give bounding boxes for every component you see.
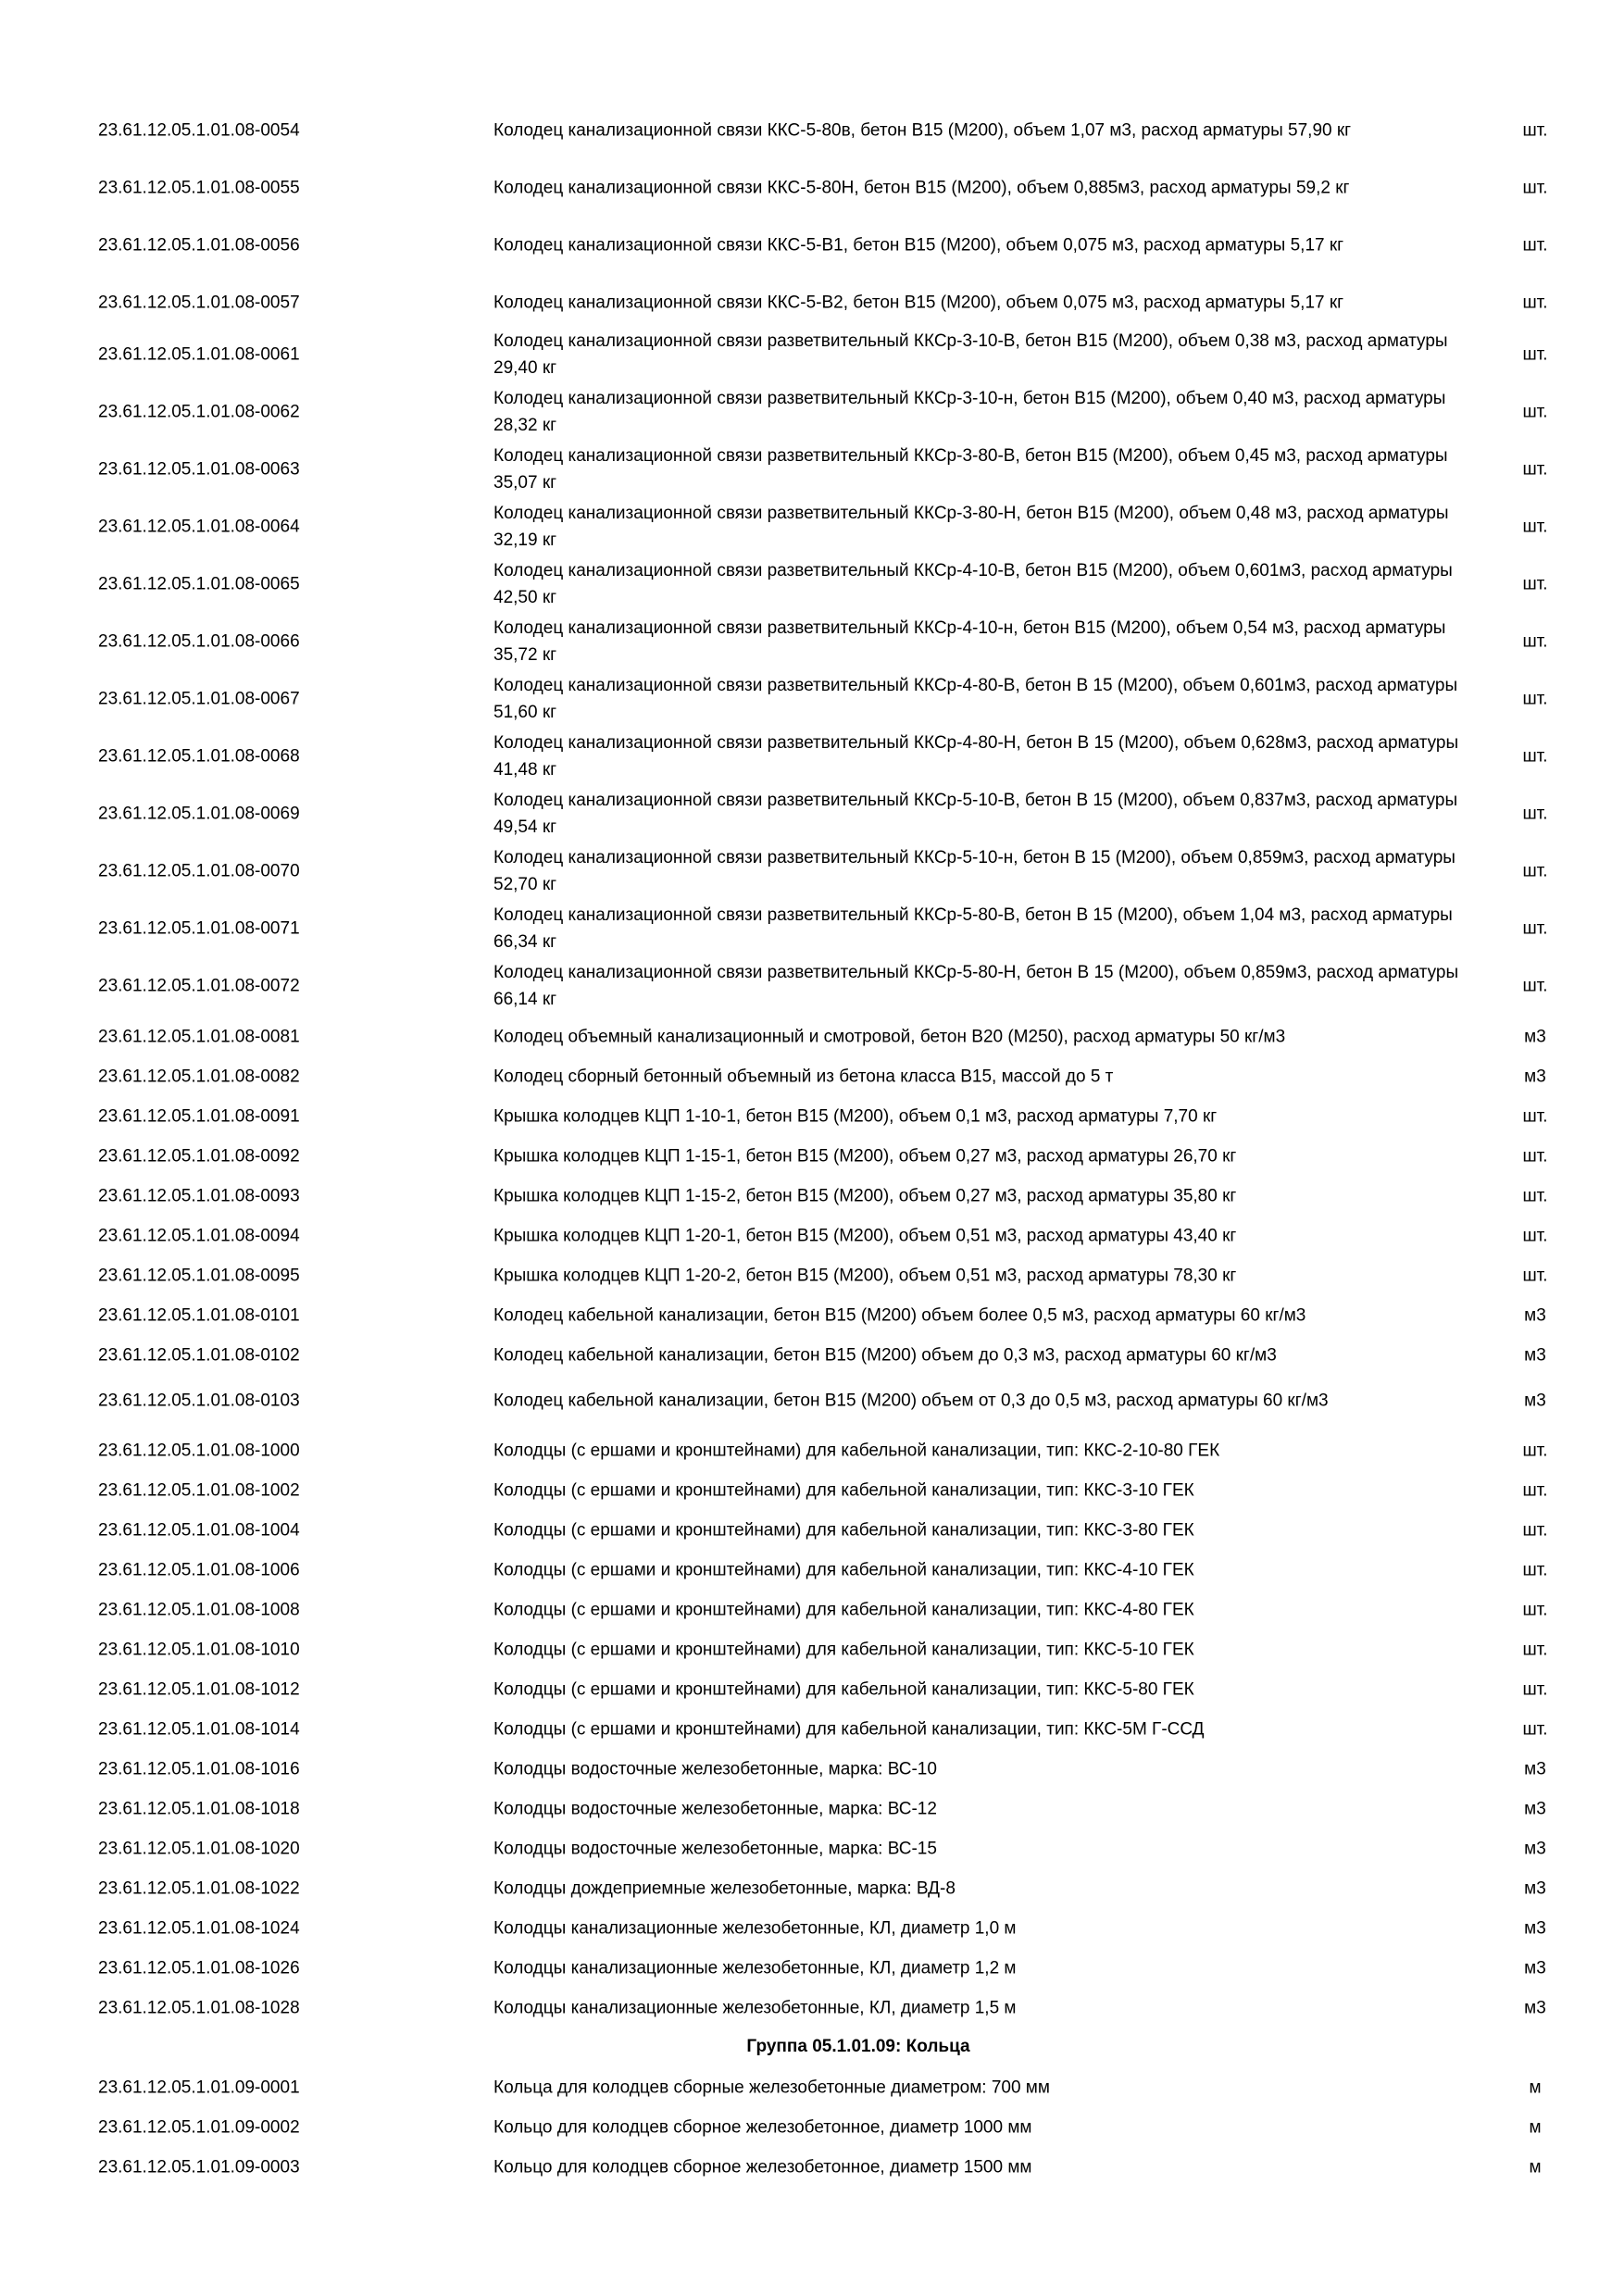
unit-of-measure: шт. [1522,976,1548,996]
table-row [0,1556,1624,1584]
unit-of-measure: шт. [1522,804,1548,824]
table-row [0,1954,1624,1982]
resource-name: Крышка колодцев КЦП 1-20-1, бетон В15 (М200), объем 0,51 м3, расход арматуры 43,40 кг [493,1226,1237,1246]
resource-code: 23.61.12.05.1.01.08-0071 [98,918,300,939]
unit-of-measure: шт. [1522,1106,1548,1127]
resource-code: 23.61.12.05.1.01.08-0065 [98,574,300,594]
unit-of-measure: м3 [1524,1878,1546,1899]
unit-of-measure: шт. [1522,1146,1548,1167]
resource-code: 23.61.12.05.1.01.08-0056 [98,235,300,256]
resource-name: Колодец кабельной канализации, бетон В15 (М200) объем более 0,5 м3, расход арматуры 60 кг/м3 [493,1305,1306,1326]
resource-code: 23.61.12.05.1.01.08-1024 [98,1918,300,1939]
resource-code: 23.61.12.05.1.01.08-0062 [98,402,300,422]
unit-of-measure: шт. [1522,293,1548,313]
resource-code: 23.61.12.05.1.01.08-0069 [98,804,300,824]
unit-of-measure: шт. [1522,1480,1548,1501]
resource-name: Колодец канализационной связи ККС-5-80Н, бетон В15 (М200), объем 0,885м3, расход арматуры 59,2 кг [493,178,1350,198]
table-row [0,1262,1624,1290]
resource-name: Колодцы (с ершами и кронштейнами) для кабельной канализации, тип: ККС-4-80 ГЕК [493,1600,1194,1620]
table-row [0,1755,1624,1783]
resource-name: Колодцы (с ершами и кронштейнами) для кабельной канализации, тип: ККС-2-10-80 ГЕК [493,1441,1220,1461]
table-row [0,1596,1624,1624]
unit-of-measure: м [1529,2117,1542,2138]
resource-name: Колодцы (с ершами и кронштейнами) для кабельной канализации, тип: ККС-5-80 ГЕК [493,1679,1194,1700]
unit-of-measure: шт. [1522,1679,1548,1700]
table-row [0,1835,1624,1863]
resource-name: Колодец канализационной связи ККС-5-В1, бетон В15 (М200), объем 0,075 м3, расход арматуры 5,17 кг [493,235,1344,256]
resource-name: Кольца для колодцев сборные железобетонные диаметром: 700 мм [493,2078,1050,2098]
resource-code: 23.61.12.05.1.01.09-0003 [98,2157,300,2177]
resource-name: Крышка колодцев КЦП 1-20-2, бетон В15 (М200), объем 0,51 м3, расход арматуры 78,30 кг [493,1266,1237,1286]
unit-of-measure: шт. [1522,120,1548,141]
table-row [0,224,1624,267]
table-row [0,1103,1624,1130]
resource-code: 23.61.12.05.1.01.08-0054 [98,120,300,141]
resource-code: 23.61.12.05.1.01.08-1006 [98,1560,300,1580]
resource-name: Колодец канализационной связи разветвительный ККСр-3-10-В, бетон В15 (М200), объем 0,38 м3, расход арматуры 29,40 кг [493,331,1448,378]
resource-name: Колодцы водосточные железобетонные, марка: ВС-12 [493,1799,937,1819]
unit-of-measure: м [1529,2157,1542,2177]
resource-name: Колодцы (с ершами и кронштейнами) для кабельной канализации, тип: ККС-3-10 ГЕК [493,1480,1194,1501]
resource-name: Колодец канализационной связи разветвительный ККСр-3-10-н, бетон В15 (М200), объем 0,40 м3, расход арматуры 28,32 кг [493,389,1446,435]
unit-of-measure: шт. [1522,235,1548,256]
table-row [0,1915,1624,1942]
resource-code: 23.61.12.05.1.01.08-1012 [98,1679,300,1700]
unit-of-measure: шт. [1522,402,1548,422]
unit-of-measure: шт. [1522,1560,1548,1580]
resource-name: Кольцо для колодцев сборное железобетонное, диаметр 1000 мм [493,2117,1032,2138]
resource-name: Крышка колодцев КЦП 1-15-2, бетон В15 (М200), объем 0,27 м3, расход арматуры 35,80 кг [493,1186,1237,1206]
resource-name: Колодец канализационной связи разветвительный ККСр-4-10-В, бетон В15 (М200), объем 0,601м3, расход арматуры 42,50 кг [493,561,1453,607]
resource-code: 23.61.12.05.1.01.08-0057 [98,293,300,313]
resource-name: Колодцы канализационные железобетонные, КЛ, диаметр 1,5 м [493,1998,1017,2018]
resource-code: 23.61.12.05.1.01.08-0094 [98,1226,300,1246]
unit-of-measure: шт. [1522,1226,1548,1246]
resource-name: Колодцы (с ершами и кронштейнами) для кабельной канализации, тип: ККС-3-80 ГЕК [493,1520,1194,1541]
unit-of-measure: шт. [1522,1266,1548,1286]
unit-of-measure: м3 [1524,1998,1546,2018]
resource-code: 23.61.12.05.1.01.08-0082 [98,1067,300,1087]
unit-of-measure: шт. [1522,1186,1548,1206]
table-row [0,1716,1624,1743]
resource-name: Колодец канализационной связи разветвительный ККСр-3-80-В, бетон В15 (М200), объем 0,45 м3, расход арматуры 35,07 кг [493,446,1448,493]
resource-name: Колодцы водосточные железобетонные, марка: ВС-10 [493,1759,937,1779]
unit-of-measure: шт. [1522,178,1548,198]
resource-code: 23.61.12.05.1.01.08-0095 [98,1266,300,1286]
resource-code: 23.61.12.05.1.01.08-1014 [98,1719,300,1740]
table-row [0,678,1624,720]
resource-code: 23.61.12.05.1.01.08-1022 [98,1878,300,1899]
resource-code: 23.61.12.05.1.01.08-1010 [98,1640,300,1660]
unit-of-measure: шт. [1522,861,1548,881]
table-row [0,448,1624,491]
resource-name: Крышка колодцев КЦП 1-15-1, бетон В15 (М200), объем 0,27 м3, расход арматуры 26,70 кг [493,1146,1237,1167]
resource-name: Колодцы канализационные железобетонные, КЛ, диаметр 1,2 м [493,1958,1017,1978]
resource-code: 23.61.12.05.1.01.08-0068 [98,746,300,767]
resource-name: Колодец канализационной связи ККС-5-80в, бетон В15 (М200), объем 1,07 м3, расход арматуры 57,90 кг [493,120,1352,141]
unit-of-measure: м3 [1524,1345,1546,1366]
unit-of-measure: шт. [1522,1640,1548,1660]
table-row [0,505,1624,548]
resource-name: Колодцы (с ершами и кронштейнами) для кабельной канализации, тип: ККС-4-10 ГЕК [493,1560,1194,1580]
resource-name: Колодец канализационной связи разветвительный ККСр-5-80-Н, бетон В 15 (М200), объем 0,859м3, расход арматуры 66,14 кг [493,963,1459,1009]
table-row [0,1379,1624,1422]
table-row [0,850,1624,892]
resource-code: 23.61.12.05.1.01.08-0064 [98,517,300,537]
resource-name: Колодец канализационной связи разветвительный ККСр-3-80-Н, бетон В15 (М200), объем 0,48 м3, расход арматуры 32,19 кг [493,504,1449,550]
table-row [0,109,1624,152]
table-row [0,792,1624,835]
resource-code: 23.61.12.05.1.01.08-0091 [98,1106,300,1127]
resource-name: Колодцы водосточные железобетонные, марка: ВС-15 [493,1839,937,1859]
resource-code: 23.61.12.05.1.01.09-0001 [98,2078,300,2098]
resource-code: 23.61.12.05.1.01.08-0066 [98,631,300,652]
table-row [0,1222,1624,1250]
resource-code: 23.61.12.05.1.01.08-1000 [98,1441,300,1461]
resource-name: Колодец канализационной связи разветвительный ККСр-5-10-В, бетон В 15 (М200), объем 0,837м3, расход арматуры 49,54 кг [493,791,1458,837]
resource-code: 23.61.12.05.1.01.08-0061 [98,344,300,365]
table-row [0,2153,1624,2181]
resource-code: 23.61.12.05.1.01.08-1002 [98,1480,300,1501]
group-heading-text: Группа 05.1.01.09: Кольца [746,2037,970,2056]
unit-of-measure: шт. [1522,459,1548,480]
resource-code: 23.61.12.05.1.01.08-0081 [98,1027,300,1047]
resource-code: 23.61.12.05.1.01.08-1004 [98,1520,300,1541]
table-row [0,735,1624,778]
resource-name: Колодец канализационной связи ККС-5-В2, бетон В15 (М200), объем 0,075 м3, расход арматуры 5,17 кг [493,293,1344,313]
unit-of-measure: м3 [1524,1391,1546,1411]
resource-name: Крышка колодцев КЦП 1-10-1, бетон В15 (М200), объем 0,1 м3, расход арматуры 7,70 кг [493,1106,1218,1127]
table-row [0,1636,1624,1664]
table-row [0,167,1624,209]
table-row [0,1795,1624,1823]
table-row [0,1341,1624,1369]
unit-of-measure: шт. [1522,746,1548,767]
resource-name: Колодец кабельной канализации, бетон В15 (М200) объем до 0,3 м3, расход арматуры 60 кг/м3 [493,1345,1277,1366]
unit-of-measure: м3 [1524,1067,1546,1087]
table-row [0,1994,1624,2022]
unit-of-measure: м [1529,2078,1542,2098]
resource-code: 23.61.12.05.1.01.08-0102 [98,1345,300,1366]
table-row [0,1063,1624,1091]
resource-name: Колодец канализационной связи разветвительный ККСр-4-80-В, бетон В 15 (М200), объем 0,601м3, расход арматуры 51,60 кг [493,676,1458,722]
resource-code: 23.61.12.05.1.01.09-0002 [98,2117,300,2138]
table-row [0,1437,1624,1465]
unit-of-measure: м3 [1524,1027,1546,1047]
unit-of-measure: шт. [1522,918,1548,939]
unit-of-measure: шт. [1522,574,1548,594]
unit-of-measure: шт. [1522,689,1548,709]
resource-name: Колодцы (с ершами и кронштейнами) для кабельной канализации, тип: ККС-5М Г-ССД [493,1719,1205,1740]
resource-name: Колодец канализационной связи разветвительный ККСр-4-10-н, бетон В15 (М200), объем 0,54 м3, расход арматуры 35,72 кг [493,618,1446,665]
resource-name: Колодец сборный бетонный объемный из бетона класса В15, массой до 5 т [493,1067,1114,1087]
resource-name: Кольцо для колодцев сборное железобетонное, диаметр 1500 мм [493,2157,1032,2177]
table-row [0,281,1624,324]
unit-of-measure: шт. [1522,1719,1548,1740]
resource-code: 23.61.12.05.1.01.08-1018 [98,1799,300,1819]
resource-name: Колодец объемный канализационный и смотровой, бетон В20 (М250), расход арматуры 50 кг/м3 [493,1027,1286,1047]
resource-code: 23.61.12.05.1.01.08-1016 [98,1759,300,1779]
resource-code: 23.61.12.05.1.01.08-0067 [98,689,300,709]
resource-code: 23.61.12.05.1.01.08-0103 [98,1391,300,1411]
table-row [0,333,1624,376]
unit-of-measure: шт. [1522,517,1548,537]
resource-name: Колодцы канализационные железобетонные, КЛ, диаметр 1,0 м [493,1918,1017,1939]
resource-code: 23.61.12.05.1.01.08-1008 [98,1600,300,1620]
resource-name: Колодцы (с ершами и кронштейнами) для кабельной канализации, тип: ККС-5-10 ГЕК [493,1640,1194,1660]
unit-of-measure: шт. [1522,1520,1548,1541]
resource-code: 23.61.12.05.1.01.08-0070 [98,861,300,881]
unit-of-measure: м3 [1524,1958,1546,1978]
unit-of-measure: шт. [1522,1441,1548,1461]
table-row [0,907,1624,950]
table-row [0,620,1624,663]
resource-code: 23.61.12.05.1.01.08-1020 [98,1839,300,1859]
unit-of-measure: м3 [1524,1799,1546,1819]
resource-name: Колодец кабельной канализации, бетон В15 (М200) объем от 0,3 до 0,5 м3, расход арматуры 60 кг/м3 [493,1391,1329,1411]
unit-of-measure: м3 [1524,1759,1546,1779]
table-row [0,965,1624,1007]
resource-code: 23.61.12.05.1.01.08-0101 [98,1305,300,1326]
resource-code: 23.61.12.05.1.01.08-0072 [98,976,300,996]
table-row [0,1676,1624,1703]
table-row [0,1182,1624,1210]
table-row [0,563,1624,605]
unit-of-measure: м3 [1524,1305,1546,1326]
resource-code: 23.61.12.05.1.01.08-0055 [98,178,300,198]
table-row [0,1302,1624,1329]
unit-of-measure: шт. [1522,631,1548,652]
table-row [0,1875,1624,1903]
resource-code: 23.61.12.05.1.01.08-0093 [98,1186,300,1206]
table-row [0,391,1624,433]
resource-code: 23.61.12.05.1.01.08-0063 [98,459,300,480]
resource-name: Колодец канализационной связи разветвительный ККСр-5-80-В, бетон В 15 (М200), объем 1,04 м3, расход арматуры 66,34 кг [493,905,1453,952]
resource-code: 23.61.12.05.1.01.08-0092 [98,1146,300,1167]
table-row [0,1023,1624,1051]
table-row [0,1477,1624,1504]
resource-name: Колодец канализационной связи разветвительный ККСр-5-10-н, бетон В 15 (М200), объем 0,859м3, расход арматуры 52,70 кг [493,848,1455,894]
unit-of-measure: м3 [1524,1839,1546,1859]
table-row [0,1142,1624,1170]
resource-name: Колодцы дождеприемные железобетонные, марка: ВД-8 [493,1878,956,1899]
unit-of-measure: м3 [1524,1918,1546,1939]
resource-code: 23.61.12.05.1.01.08-1028 [98,1998,300,2018]
resource-code: 23.61.12.05.1.01.08-1026 [98,1958,300,1978]
table-row [0,2074,1624,2102]
table-row [0,2114,1624,2141]
group-heading [0,2033,1624,2060]
table-row [0,1516,1624,1544]
resource-name: Колодец канализационной связи разветвительный ККСр-4-80-Н, бетон В 15 (М200), объем 0,628м3, расход арматуры 41,48 кг [493,733,1459,780]
unit-of-measure: шт. [1522,1600,1548,1620]
unit-of-measure: шт. [1522,344,1548,365]
